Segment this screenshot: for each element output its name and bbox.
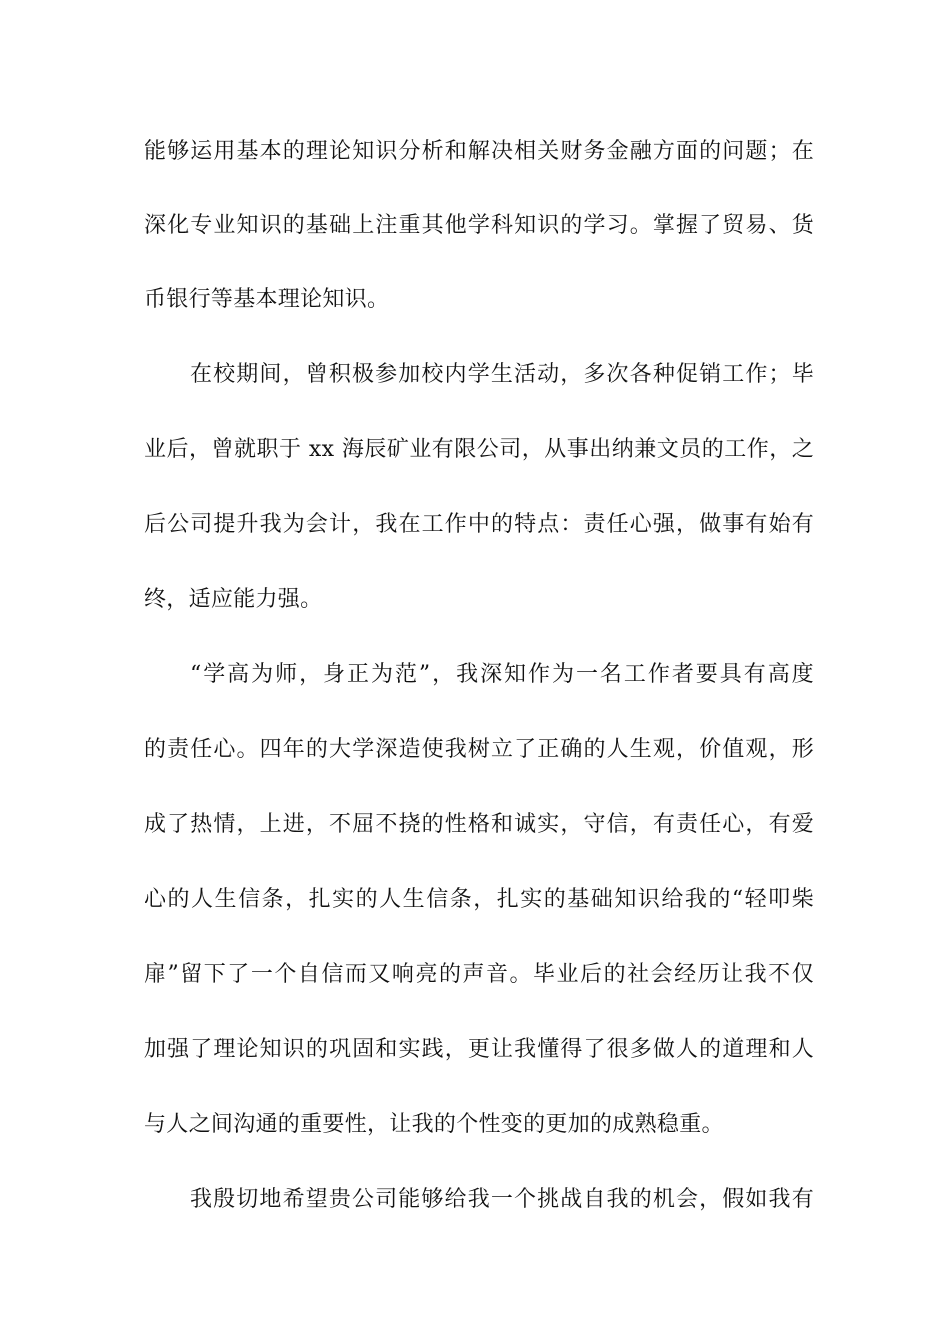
- paragraph-2-line-4: 终，适应能力强。: [144, 587, 323, 612]
- paragraph-3-line-1: “学高为师，身正为范”，我深知作为一名工作者要具有高度: [190, 662, 814, 687]
- text-line-1: 能够运用基本的理论知识分析和解决相关财务金融方面的问题；在: [144, 139, 814, 164]
- paragraph-3-line-5: 扉”留下了一个自信而又响亮的声音。毕业后的社会经历让我不仅: [144, 962, 814, 987]
- paragraph-2-line-3: 后公司提升我为会计，我在工作中的特点：责任心强，做事有始有: [144, 512, 814, 537]
- paragraph-3-line-4: 心的人生信条，扎实的人生信条，扎实的基础知识给我的“轻叩柴: [144, 887, 814, 912]
- text-line-3: 币银行等基本理论知识。: [144, 287, 390, 312]
- paragraph-3-line-6: 加强了理论知识的巩固和实践，更让我懂得了很多做人的道理和人: [144, 1037, 814, 1062]
- text-line-2: 深化专业知识的基础上注重其他学科知识的学习。掌握了贸易、货: [144, 213, 814, 238]
- paragraph-2-line-1: 在校期间，曾积极参加校内学生活动，多次各种促销工作；毕: [190, 362, 814, 387]
- paragraph-3-line-7: 与人之间沟通的重要性，让我的个性变的更加的成熟稳重。: [144, 1112, 724, 1137]
- paragraph-3-line-2: 的责任心。四年的大学深造使我树立了正确的人生观，价值观，形: [144, 737, 814, 762]
- paragraph-2-line-2: 业后，曾就职于 xx 海辰矿业有限公司，从事出纳兼文员的工作，之: [144, 437, 814, 462]
- paragraph-3-line-3: 成了热情，上进，不屈不挠的性格和诚实，守信，有责任心，有爱: [144, 812, 814, 837]
- paragraph-4-line-1: 我殷切地希望贵公司能够给我一个挑战自我的机会，假如我有: [190, 1187, 814, 1212]
